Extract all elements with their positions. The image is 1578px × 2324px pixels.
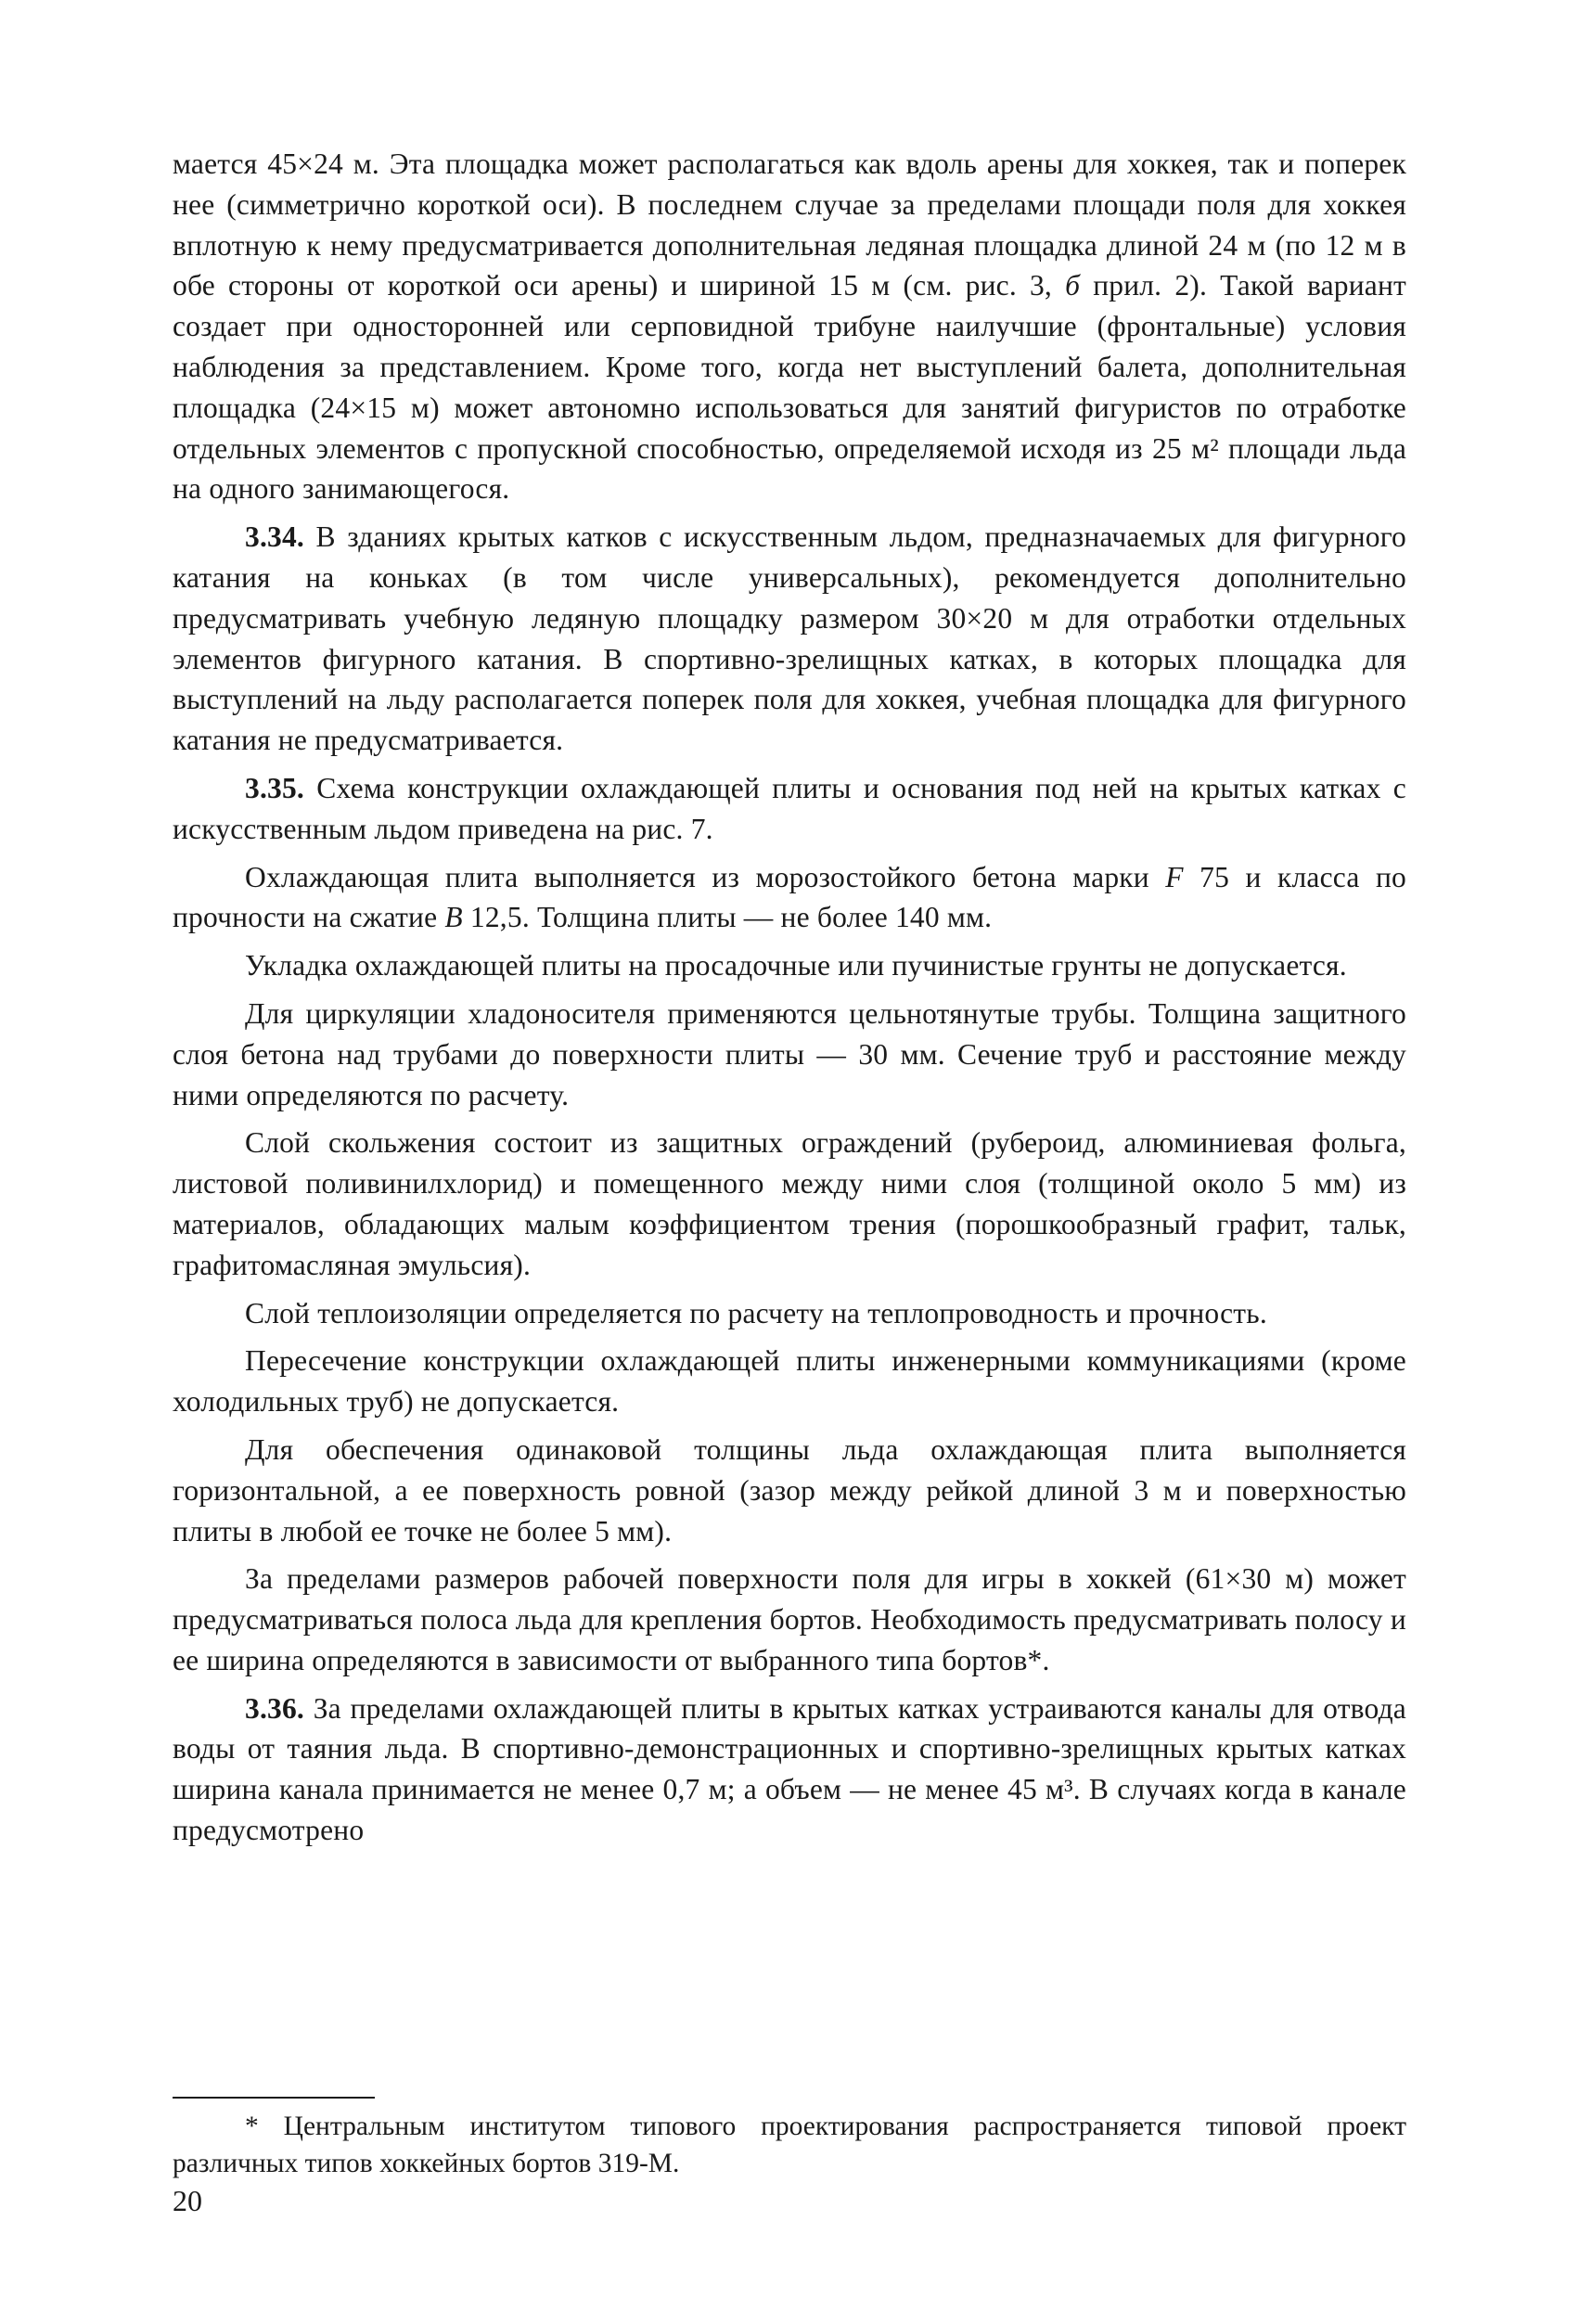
paragraph-text: За пределами охлаждающей плиты в крытых катках устраиваются каналы для отвода воды от таяния льда. В спортивно-демонстрационных и спортивно-зрелищных крытых катках ширина канала принимается не менее 0,7 м; а объем — не менее 45 м³. В случаях когда в канале предусмотрено	[173, 1691, 1406, 1847]
paragraph-p4	[173, 857, 1406, 939]
paragraph-p1	[173, 144, 1406, 509]
paragraph-p2	[173, 517, 1406, 761]
section-number: 3.34.	[245, 520, 304, 554]
paragraph-p9	[173, 1341, 1406, 1422]
paragraph-p11	[173, 1559, 1406, 1680]
paragraph-p6	[173, 994, 1406, 1115]
section-number: 3.36.	[245, 1691, 304, 1725]
paragraph-text: В зданиях крытых катков с искусственным льдом, предназначаемых для фигурного катания на коньках (в том числе универсальных), рекомендуется дополнительно предусматривать учебную ледяную площадку размером 30×20 м для отработки отдельных элементов фигурного катания. В спортивно-зрелищных катках, в которых площадка для выступлений на льду располагается поперек поля для хоккея, учебная площадка для фигурного катания не предусматривается.	[173, 520, 1406, 757]
paragraph-p12	[173, 1688, 1406, 1851]
paragraph-text: мается 45×24 м. Эта площадка может располагаться как вдоль арены для хоккея, так и поперек нее (симметрично короткой оси). В последнем случае за пределами площади поля для хоккея вплотную к нему предусматривается дополнительная ледяная площадка длиной 24 м (по 12 м в обе стороны от короткой оси арены) и шириной 15 м (см. рис. 3,	[173, 148, 1406, 302]
paragraph-text: Укладка охлаждающей плиты на просадочные или пучинистые грунты не допускается.	[245, 949, 1347, 982]
paragraph-text: За пределами размеров рабочей поверхности поля для игры в хоккей (61×30 м) может предусматриваться полоса льда для крепления бортов. Необходимость предусматривать полосу и ее ширина определяются в зависимости от выбранного типа бортов*.	[173, 1562, 1406, 1676]
footnote: * Центральным институтом типового проектирования распространяется типовой проект различных типов хоккейных бортов 319-М.	[173, 2112, 1406, 2178]
paragraph-p3	[173, 768, 1406, 850]
paragraph-p7	[173, 1123, 1406, 1285]
section-number: 3.35.	[245, 771, 304, 804]
paragraph-text: Пересечение конструкции охлаждающей плиты инженерными коммуникациями (кроме холодильных труб) не допускается.	[173, 1344, 1406, 1419]
paragraph-text: Слой скольжения состоит из защитных ограждений (рубероид, алюминиевая фольга, листовой поливинилхлорид) и помещенного между ними слоя (толщиной около 5 мм) из материалов, обладающих малым коэффициентом трения (порошкообразный графит, тальк, графитомасляная эмульсия).	[173, 1126, 1406, 1281]
footnote-rule	[173, 2097, 375, 2099]
paragraph-text: F	[1165, 860, 1184, 893]
paragraph-text: 12,5. Толщина плиты — не более 140 мм.	[462, 901, 993, 934]
page-number: 20	[173, 2184, 202, 2217]
paragraph-text: прил. 2). Такой вариант создает при односторонней или серповидной трибуне наилучшие (фронтальные) условия наблюдения за представлением. Кроме того, когда нет выступлений балета, дополнительная площадка (24×15 м) может автономно использоваться для занятий фигуристов по отработке отдельных элементов с пропускной способностью, определяемой исходя из 25 м² площади льда на одного занимающегося.	[173, 269, 1406, 506]
paragraph-text: Слой теплоизоляции определяется по расчету на теплопроводность и прочность.	[245, 1296, 1267, 1329]
paragraph-text: б	[1065, 269, 1081, 302]
paragraph-p5	[173, 945, 1406, 986]
paragraph-text: Охлаждающая плита выполняется из морозостойкого бетона марки	[245, 860, 1166, 893]
paragraph-text: 75 и класса по прочности на сжатие	[173, 860, 1406, 934]
paragraph-text: B	[444, 901, 463, 934]
paragraph-p8	[173, 1293, 1406, 1334]
paragraph-text: Для циркуляции хладоносителя применяются цельнотянутые трубы. Толщина защитного слоя бетона над трубами до поверхности плиты — 30 мм. Сечение труб и расстояние между ними определяются по расчету.	[173, 996, 1406, 1111]
paragraph-p10	[173, 1430, 1406, 1551]
paragraph-text: Для обеспечения одинаковой толщины льда охлаждающая плита выполняется горизонтальной, а ее поверхность ровной (зазор между рейкой длиной 3 м и поверхностью плиты в любой ее точке не более 5 мм).	[173, 1432, 1406, 1547]
page-body	[173, 144, 1406, 1851]
paragraph-text: Схема конструкции охлаждающей плиты и основания под ней на крытых катках с искусственным льдом приведена на рис. 7.	[173, 771, 1406, 845]
